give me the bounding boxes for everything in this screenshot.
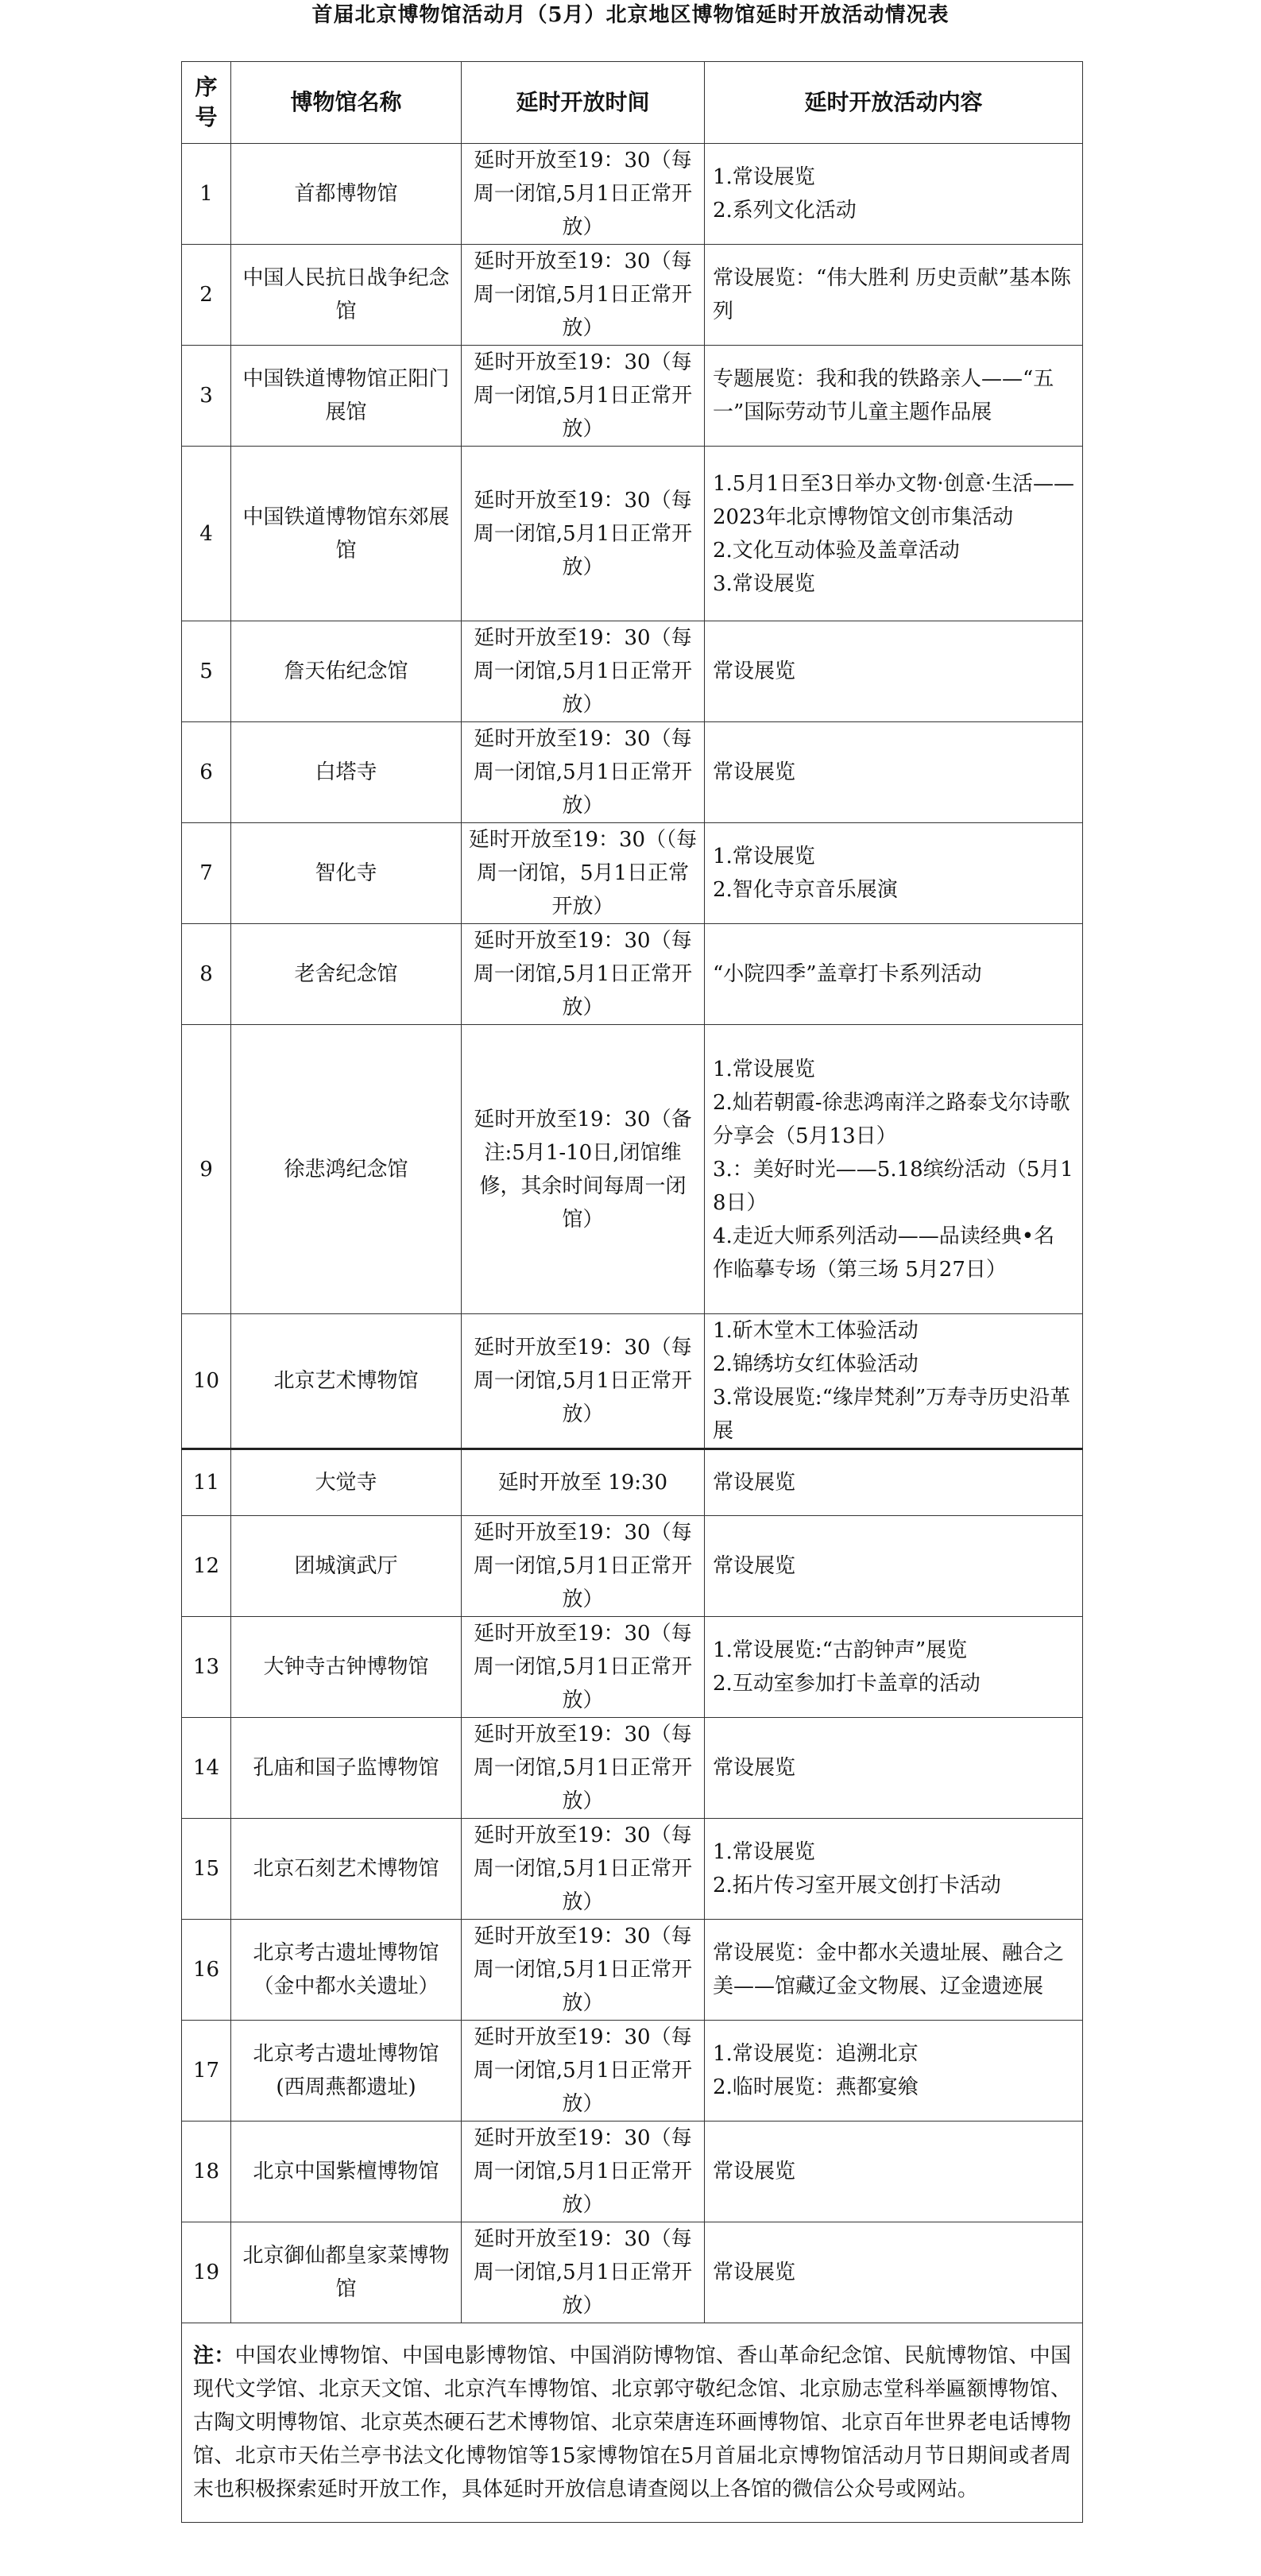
extended-hours: 延时开放至19：30（每周一闭馆,5月1日正常开放） [462, 2222, 705, 2323]
museum-name: 首都博物馆 [231, 144, 462, 245]
table-row [182, 722, 1083, 823]
activity-item: 4.走近大师系列活动——品读经典•名作临摹专场（第三场 5月27日） [713, 1224, 1055, 1282]
row-number: 4 [182, 447, 231, 621]
activity-content [705, 1819, 1083, 1920]
activity-item: 1.斫木堂木工体验活动 [713, 1319, 919, 1343]
museum-name: 北京御仙都皇家菜博物馆 [231, 2222, 462, 2323]
page-title: 首届北京博物馆活动月（5月）北京地区博物馆延时开放活动情况表 [311, 3, 950, 27]
activity-content [705, 447, 1083, 621]
activity-item: 1.常设展览 [713, 165, 815, 189]
table-row [182, 1025, 1083, 1314]
extended-hours: 延时开放至19：30（每周一闭馆,5月1日正常开放） [462, 722, 705, 823]
note-cell [182, 2323, 1083, 2523]
header-activity: 延时开放活动内容 [705, 62, 1083, 144]
header-name: 博物馆名称 [231, 62, 462, 144]
table-row [182, 1819, 1083, 1920]
row-number: 5 [182, 621, 231, 722]
museum-name: 北京艺术博物馆 [231, 1314, 462, 1449]
activity-item: 常设展览 [713, 1554, 796, 1578]
museum-name: 团城演武厅 [231, 1516, 462, 1617]
activity-item: 2.系列文化活动 [713, 199, 857, 222]
row-number: 2 [182, 245, 231, 346]
row-number: 14 [182, 1718, 231, 1819]
note-row [182, 2323, 1083, 2523]
museum-name: 北京中国紫檀博物馆 [231, 2122, 462, 2222]
activity-content [705, 144, 1083, 245]
table-row [182, 346, 1083, 447]
activity-item: 常设展览 [713, 2160, 796, 2183]
museum-name: 北京考古遗址博物馆（金中都水关遗址） [231, 1920, 462, 2021]
row-number: 12 [182, 1516, 231, 1617]
extended-hours: 延时开放至19：30（每周一闭馆,5月1日正常开放） [462, 924, 705, 1025]
extended-hours: 延时开放至19：30（每周一闭馆,5月1日正常开放） [462, 1718, 705, 1819]
activity-content [705, 346, 1083, 447]
activity-content [705, 1025, 1083, 1314]
activity-item: 常设展览 [713, 1471, 796, 1495]
note-label: 注： [193, 2344, 235, 2368]
table-row [182, 621, 1083, 722]
table-row [182, 2122, 1083, 2222]
activity-item: 常设展览 [713, 2261, 796, 2284]
row-number: 3 [182, 346, 231, 447]
museum-name: 北京考古遗址博物馆(西周燕都遗址) [231, 2021, 462, 2122]
activity-item: 常设展览 [713, 760, 796, 784]
extended-hours: 延时开放至19：30（每周一闭馆,5月1日正常开放） [462, 2122, 705, 2222]
activity-item: 1.常设展览 [713, 1057, 815, 1081]
museum-name: 智化寺 [231, 823, 462, 924]
activity-item: 2.临时展览：燕都宴飨 [713, 2075, 919, 2099]
header-num: 序号 [182, 62, 231, 144]
activity-content [705, 1920, 1083, 2021]
table-row [182, 1718, 1083, 1819]
row-number: 8 [182, 924, 231, 1025]
activity-item: 1.常设展览:“古韵钟声”展览 [713, 1638, 968, 1662]
table-row [182, 1920, 1083, 2021]
table-row [182, 447, 1083, 621]
museum-name: 中国铁道博物馆东郊展馆 [231, 447, 462, 621]
activity-content [705, 1314, 1083, 1449]
museum-name: 孔庙和国子监博物馆 [231, 1718, 462, 1819]
extended-hours: 延时开放至19：30（每周一闭馆,5月1日正常开放） [462, 1314, 705, 1449]
row-number: 10 [182, 1314, 231, 1449]
row-number: 1 [182, 144, 231, 245]
table-row [182, 1617, 1083, 1718]
activity-content [705, 1516, 1083, 1617]
activity-content [705, 245, 1083, 346]
table-row [182, 924, 1083, 1025]
extended-hours: 延时开放至19：30（每周一闭馆,5月1日正常开放） [462, 621, 705, 722]
table-body [182, 144, 1083, 2323]
table-row [182, 144, 1083, 245]
activity-item: 3.：美好时光——5.18缤纷活动（5月18日） [713, 1157, 1073, 1215]
header-time: 延时开放时间 [462, 62, 705, 144]
table-row [182, 1516, 1083, 1617]
activity-content [705, 1718, 1083, 1819]
activity-item: 1.常设展览：追溯北京 [713, 2042, 919, 2066]
extended-hours: 延时开放至19：30（每周一闭馆,5月1日正常开放） [462, 1516, 705, 1617]
museum-name: 徐悲鸿纪念馆 [231, 1025, 462, 1314]
activity-item: 1.常设展览 [713, 845, 815, 868]
museum-name: 大觉寺 [231, 1449, 462, 1516]
extended-hours: 延时开放至19：30（每周一闭馆,5月1日正常开放） [462, 1920, 705, 2021]
table-row [182, 245, 1083, 346]
museum-name: 詹天佑纪念馆 [231, 621, 462, 722]
activity-content [705, 2021, 1083, 2122]
row-number: 16 [182, 1920, 231, 2021]
activity-item: 3.常设展览:“缘岸梵刹”万寿寺历史沿革展 [713, 1386, 1071, 1443]
extended-hours: 延时开放至19：30（（每周一闭馆，5月1日正常开放） [462, 823, 705, 924]
row-number: 15 [182, 1819, 231, 1920]
table-row [182, 2021, 1083, 2122]
activity-item: 常设展览：“伟大胜利 历史贡献”基本陈列 [713, 266, 1071, 323]
extended-hours: 延时开放至19：30（每周一闭馆,5月1日正常开放） [462, 245, 705, 346]
activity-item: 专题展览：我和我的铁路亲人——“五一”国际劳动节儿童主题作品展 [713, 367, 1054, 424]
row-number: 11 [182, 1449, 231, 1516]
museum-table [181, 61, 1083, 2523]
activity-item: 2.灿若朝霞-徐悲鸿南洋之路泰戈尔诗歌分享会（5月13日） [713, 1090, 1070, 1148]
activity-item: 常设展览 [713, 1756, 796, 1780]
row-number: 18 [182, 2122, 231, 2222]
activity-content [705, 1617, 1083, 1718]
activity-item: 2.智化寺京音乐展演 [713, 878, 898, 902]
activity-content [705, 722, 1083, 823]
museum-name: 老舍纪念馆 [231, 924, 462, 1025]
table-row [182, 1314, 1083, 1449]
activity-content [705, 2222, 1083, 2323]
activity-content [705, 823, 1083, 924]
activity-item: “小院四季”盖章打卡系列活动 [713, 962, 982, 986]
activity-item: 2.互动室参加打卡盖章的活动 [713, 1672, 981, 1696]
table-header-row [182, 62, 1083, 144]
row-number: 19 [182, 2222, 231, 2323]
activity-content [705, 621, 1083, 722]
extended-hours: 延时开放至19：30（备注:5月1-10日,闭馆维修，其余时间每周一闭馆） [462, 1025, 705, 1314]
activity-item: 常设展览 [713, 659, 796, 683]
activity-item: 常设展览：金中都水关遗址展、融合之美——馆藏辽金文物展、辽金遗迹展 [713, 1941, 1065, 1998]
museum-name: 白塔寺 [231, 722, 462, 823]
row-number: 7 [182, 823, 231, 924]
museum-name: 中国人民抗日战争纪念馆 [231, 245, 462, 346]
extended-hours: 延时开放至19：30（每周一闭馆,5月1日正常开放） [462, 1617, 705, 1718]
activity-item: 2.文化互动体验及盖章活动 [713, 538, 960, 563]
row-number: 9 [182, 1025, 231, 1314]
table-row [182, 823, 1083, 924]
extended-hours: 延时开放至19：30（每周一闭馆,5月1日正常开放） [462, 447, 705, 621]
activity-item: 2.拓片传习室开展文创打卡活动 [713, 1874, 1001, 1897]
activity-item: 3.常设展览 [713, 571, 815, 596]
museum-name: 北京石刻艺术博物馆 [231, 1819, 462, 1920]
activity-item: 1.常设展览 [713, 1840, 815, 1864]
table-row [182, 1449, 1083, 1516]
table-row [182, 2222, 1083, 2323]
activity-content [705, 924, 1083, 1025]
row-number: 6 [182, 722, 231, 823]
note-text: 中国农业博物馆、中国电影博物馆、中国消防博物馆、香山革命纪念馆、民航博物馆、中国现代文学馆、北京天文馆、北京汽车博物馆、北京郭守敬纪念馆、北京励志堂科举匾额博物馆、古陶文明博物馆、北京英杰硬石艺术博物馆、北京荣唐连环画博物馆、北京百年世界老电话博物馆、北京市天佑兰亭书法文化博物馆等15家博物馆在5月首届北京博物馆活动月节日期间或者周末也积极探索延时开放工作，具体延时开放信息请查阅以上各馆的微信公众号或网站。 [193, 2344, 1071, 2501]
museum-name: 大钟寺古钟博物馆 [231, 1617, 462, 1718]
activity-content [705, 2122, 1083, 2222]
extended-hours: 延时开放至19：30（每周一闭馆,5月1日正常开放） [462, 346, 705, 447]
activity-item: 2.锦绣坊女红体验活动 [713, 1352, 919, 1376]
extended-hours: 延时开放至19：30（每周一闭馆,5月1日正常开放） [462, 2021, 705, 2122]
activity-item: 1.5月1日至3日举办文物·创意·生活——2023年北京博物馆文创市集活动 [713, 471, 1074, 529]
extended-hours: 延时开放至 19:30 [462, 1449, 705, 1516]
extended-hours: 延时开放至19：30（每周一闭馆,5月1日正常开放） [462, 1819, 705, 1920]
museum-name: 中国铁道博物馆正阳门展馆 [231, 346, 462, 447]
row-number: 17 [182, 2021, 231, 2122]
extended-hours: 延时开放至19：30（每周一闭馆,5月1日正常开放） [462, 144, 705, 245]
row-number: 13 [182, 1617, 231, 1718]
activity-content [705, 1449, 1083, 1516]
